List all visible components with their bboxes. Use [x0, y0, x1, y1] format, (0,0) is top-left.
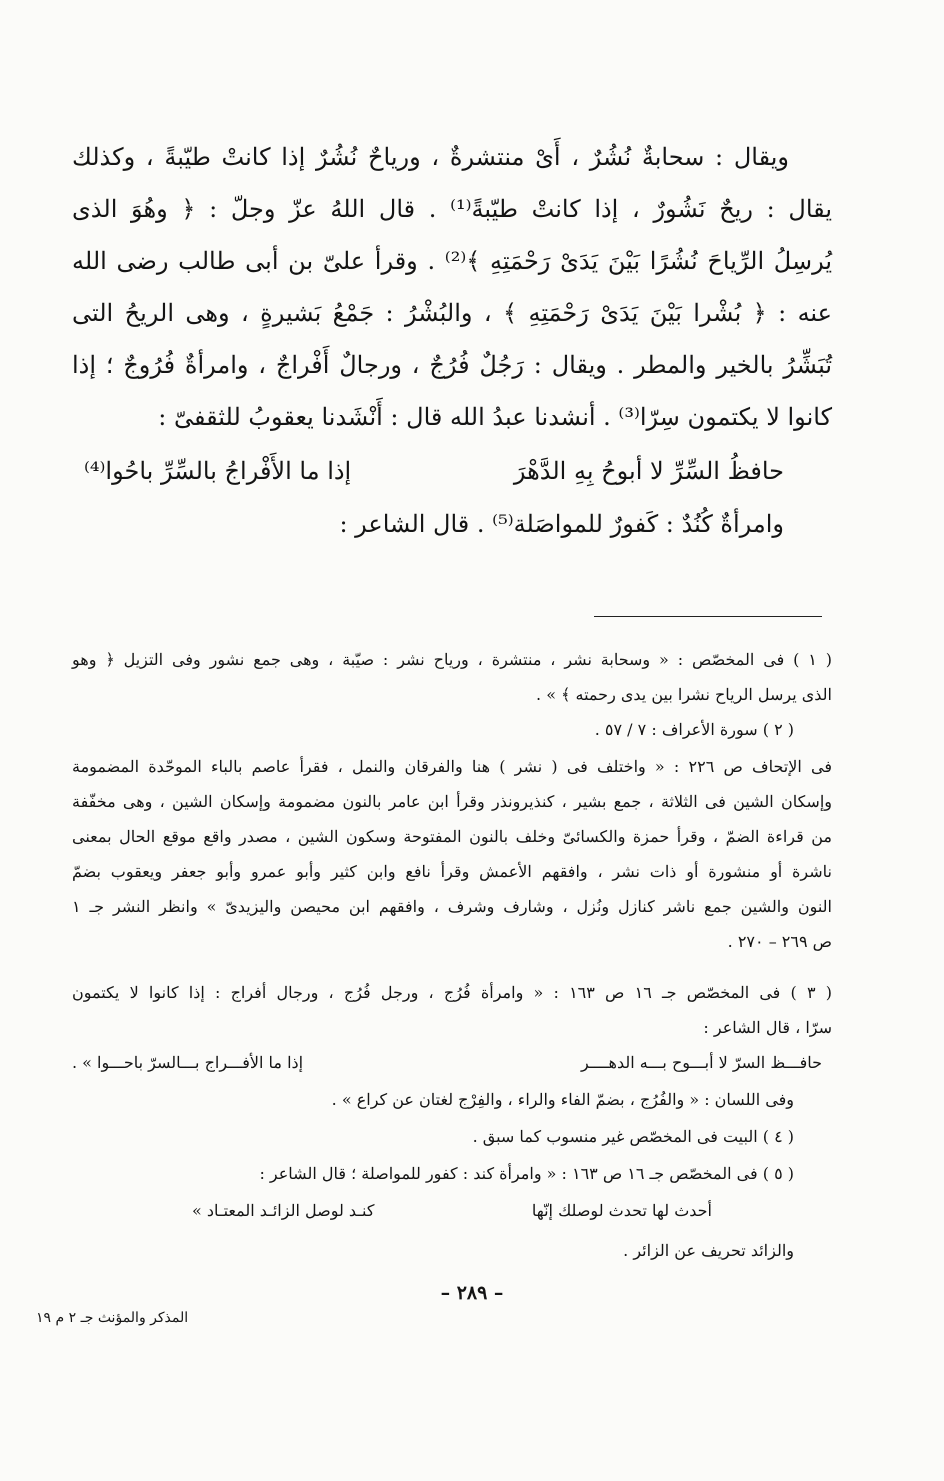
- footnote-verse-2-hemistich-1: أحدث لها تحدث لوصلك إنّها: [531, 1201, 712, 1220]
- page-number: – ٢٨٩ –: [440, 1282, 504, 1304]
- footnote-line: ( ٣ ) فى المخصّص جـ ١٦ ص ١٦٣ : « وامرأة فُرُج ، ورجل فُرُج ، ورجال أفراج : إذا كانوا لا يكتمون: [72, 983, 833, 1002]
- footnote-line: النون والشين جمع ناشر كنازل ونُزل ، وشارف وشرف ، وافقهم ابن محيصن واليزيدىّ » وانظر النشر جـ ١: [72, 897, 832, 916]
- footnote-line: ص ٢٦٩ – ٢٧٠ .: [727, 932, 832, 951]
- verse-hemistich-2: إذا ما الأَفْراجُ بالسِّرِّ باحُوا⁽⁴⁾: [84, 457, 352, 485]
- footnote-line: ( ٤ ) البيت فى المخصّص غير منسوب كما سبق .: [472, 1127, 794, 1146]
- footnote-line: ( ١ ) فى المخصّص : « وسحابة نشر ، منتشرة ، ورياح نشر : صيّبة ، وهى جمع نشور وفى التزيل ﴿ وهو: [72, 650, 833, 669]
- verse-hemistich-1: حافظُ السِّرِّ لا أبوحُ بِهِ الدَّهْرَ: [513, 457, 784, 485]
- footnote-line: ( ٢ ) سورة الأعراف : ٧ / ٥٧ .: [594, 720, 794, 739]
- footnote-verse-2-hemistich-2: كنـد لوصل الزائـد المعتـاد »: [192, 1201, 375, 1220]
- footnote-line: والزائد تحريف عن الزائر .: [623, 1241, 794, 1260]
- printer-signature: المذكر والمؤنث جـ ٢ م ١٩: [36, 1310, 189, 1326]
- footnote-line: الذى يرسل الرياح نشرا بين يدى رحمته ﴾ » .: [536, 685, 832, 704]
- footnote-line: سرّا ، قال الشاعر :: [703, 1018, 832, 1037]
- main-text-line-4: عنه : ﴿ بُشْرا بَيْنَ يَدَىْ رَحْمَتِهِ ﴾ ، والبُشْرُ : جَمْعُ بَشيرةٍ ، وهى الريحُ التى: [72, 299, 832, 327]
- footnote-line: وإسكان الشين فى الثلاثة ، جمع بشير ، كنذيرونذر وقرأ ابن عامر بالنون مضمومة وإسكان الشين ، وهى مخفّفة: [72, 792, 832, 811]
- footnote-verse-hemistich-1: حافـــظ السرّ لا أبـــوح بـــه الدهــــر: [580, 1053, 822, 1072]
- footnote-line: ( ٥ ) فى المخصّص جـ ١٦ ص ١٦٣ : « وامرأة كند : كفور للمواصلة ؛ قال الشاعر :: [259, 1164, 794, 1183]
- footnote-line: من قراءة الضمّ ، وقرأ حمزة والكسائىّ وخلف بالنون المفتوحة وسكون الشين ، مصدر واقع موقع الحال بمعنى: [72, 827, 832, 846]
- footnote-verse-2: [192, 1201, 712, 1220]
- poem-verse: [84, 457, 784, 485]
- main-text-line-5: تُبَشِّرُ بالخير والمطر . ويقال : رَجُلٌ فُرُجٌ ، ورجالٌ أَفْراجٌ ، وامرأةٌ فُرُوجٌ ؛ إذا: [72, 351, 832, 379]
- main-text-line-2: يقال : ريحٌ نَشُورٌ ، إذا كانتْ طيّبةً⁽¹⁾ . قال اللهُ عزّ وجلّ : ﴿ وهُوَ الذى: [72, 195, 832, 223]
- main-text-after-verse: وامرأةٌ كُنُدٌ : كَفورٌ للمواصَلة⁽⁵⁾ . قال الشاعر :: [339, 510, 784, 538]
- footnote-verse: [72, 1053, 822, 1072]
- footnote-line: ناشرة أو منشورة أو ذات نشر ، وافقهم الأعمش وقرأ نافع وابن كثير وأبو عمرو وأبو جعفر ويعقوب بضمّ: [72, 862, 832, 881]
- footnote-line: فى الإتحاف ص ٢٢٦ : « واختلف فى ( نشر ) هنا والفرقان والنمل ، فقرأ عاصم بالباء الموحّدة المضمومة: [72, 757, 832, 776]
- main-text-line-6: كانوا لا يكتمون سِرّا⁽³⁾ . أنشدنا عبدُ الله قال : أَنْشَدنا يعقوبُ للثقفىّ :: [158, 403, 832, 431]
- footnote-line: وفى اللسان : « والفُرُج ، بضمّ الفاء والراء ، والفِرْج لغتان عن كراع » .: [331, 1090, 794, 1109]
- main-text-line-1: ويقال : سحابةٌ نُشُرٌ ، أَىْ منتشرةٌ ، ورياحٌ نُشُرٌ إذا كانتْ طيّبةً ، وكذلك: [72, 143, 789, 171]
- footnote-divider: [594, 616, 822, 617]
- footnote-verse-hemistich-2: إذا ما الأفـــراج بـــالسرّ باحـــوا » .: [72, 1053, 304, 1072]
- main-text-line-3: يُرسِلُ الرِّياحَ نُشُرًا بَيْنَ يَدَىْ رَحْمَتِهِ ﴾⁽²⁾ . وقرأ علىّ بن أبى طالب رضى الله: [72, 247, 833, 275]
